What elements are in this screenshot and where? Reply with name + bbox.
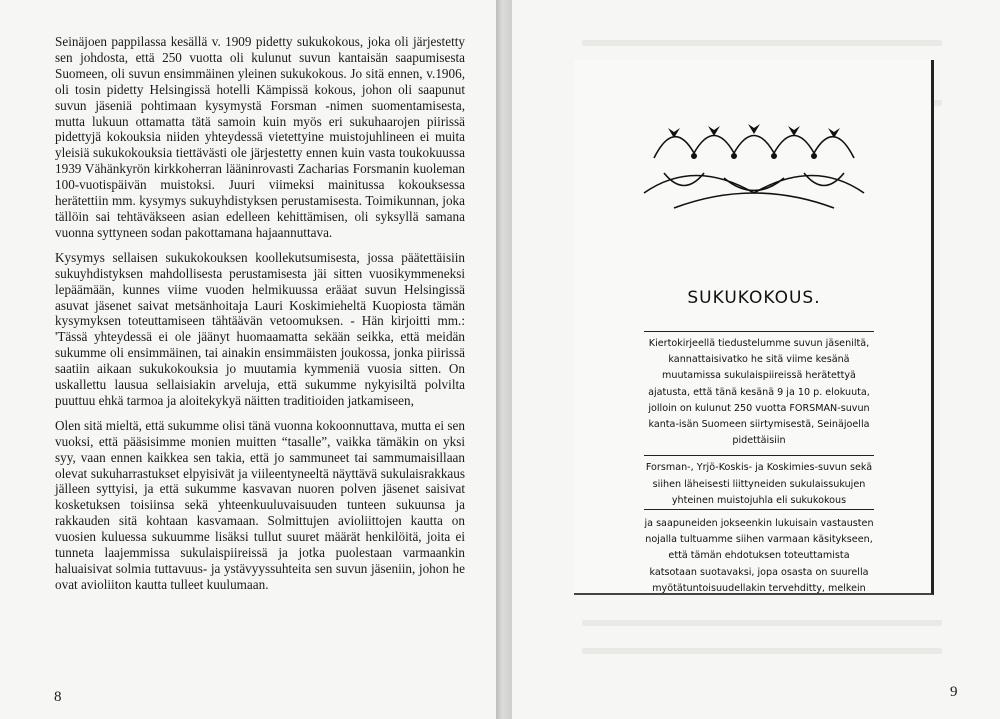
clipping-paragraph-1: Kiertokirjeellä tiedustelumme suvun jäseniltä, kannattaisivatko he sitä viime kesänä muutamissa sukulaispiireissä herätettyä ajatusta, että tänä kesänä 9 ja 10 p. elokuuta, jolloin on kulunut 250 vuotta FORSMAN-suvun kanta-isän Suomeen siirtymisestä, Seinäjoella pidettäisiin: [648, 338, 870, 447]
divider: [644, 455, 874, 456]
book-gutter: [496, 0, 512, 719]
paragraph-3: Olen sitä mieltä, että sukumme olisi tänä vuonna kokoonnuttava, mutta ei sen vuoksi, että pääsisimme monien muitten “tasalle”, vaikka tämäkin on yksi syy, vaan ennen kaikkea sen takia, että jo sammuneet tai sammumaisillaan olevat sukuharrastukset elpyisivät ja viileentyneeltä näyttävä sukulaisrakkaus jälleen syttyisi, ja että sukumme kasvavan nuoren polven jäsenet saisivat kosketuksen toisiinsa sekä yhteenkuuluvaisuuden tunteen sukuunsa ja rakkauden sitä kohtaan kasvamaan. Solmittujen avioliittojen kautta on vuosien kuluessa sukuumme lisäksi tullut suuret määrät henkilöitä, joita ei tunneta laajemmissa sukulaispiireissä ja jotka puolestaan varmaankin haluaisivat solmia tuttavuus- ja ystävyyssuhteita sen suvun jäseniin, johon he ovat avioliiton kautta tulleet kuulumaan.: [55, 417, 465, 592]
clipping-title: SUKUKOKOUS.: [687, 288, 821, 308]
divider: [644, 331, 874, 332]
clipping-body: [644, 328, 874, 603]
page-number-left: 8: [54, 689, 62, 705]
body-text: [55, 34, 465, 602]
paragraph-2: Kysymys sellaisen sukukokouksen koollekutsumisesta, jossa päätettäisiin sukuyhdistyksen mahdollisesta perustamisesta jäi sitten vuosikymmeneksi lepäämään, kunnes viime vuoden helmikuussa erääat suvun Helsingissä asuvat jäsenet saivat metsänhoitaja Lauri Koskimieheltä Kuopiosta tämän kysymyksen toteuttamiseen tähtäävän vetoomuksen. - Hän kirjoitti mm.: 'Tässä yhteydessä ei ole jäänyt huomaamatta sekään seikka, että meidän sukumme oli ensimmäinen, tai ainakin ensimmäisten joukossa, jonka piirissä saatiin aikaan sukukokouksia jo muutamia kymmeniä vuosia sitten. On uskallettu lausua sellaisiakin arveluja, että sukumme nykyisiltä polvilta puuttuu ehkä tarmoa ja aloitekykyä näitten traditioiden jatkamiseen,: [55, 249, 465, 408]
bleed-through: [582, 648, 942, 654]
bleed-through: [582, 40, 942, 46]
paragraph-1: Seinäjoen pappilassa kesällä v. 1909 pidetty sukukokous, joka oli järjestetty sen johdosta, että 250 vuotta oli kulunut suvun kantaisän saapumisesta Suomeen, oli suvun ensimmäinen yleinen sukukokous. Jo sitä ennen, v.1906, oli tosin pidetty Helsingissä hotelli Kämpissä kokous, johon oli saapunut suvun jäseniä pohtimaan kysymystä Forsman -nimen suomentamisesta, mutta lukuun ottamatta tätä samoin kuin myös eri sukuhaarojen piirissä pidettyjä kokouksia niiden yhteydessä vietettyine muistojuhlineen ei muita yleisiä sukukokouksia tiettävästi ole järjestetty ennen kuin vasta toukokuussa 1939 Vähänkyrön kirkkoherran lääninrovasti Zacharias Forsmanin kuoleman 100-vuotispäivän muistoksi. Juuri viimeksi mainitussa kokouksessa herätettiin mm. kysymys sukuyhdistyksen perustamisesta. Toimikunnan, joka tällöin sai tehtäväkseen asian edelleen kehittämisen, oli syksyllä samana vuonna syttyneen sodan pakottamana hajaannuttava.: [55, 34, 465, 240]
clipping-paragraph-3: ja saapuneiden jokseenkin lukuisain vastausten nojalla tultuamme siihen varmaan käsitykseen, että tämän ehdotuksen toteuttamista katsotaan suotavaksi, jopa osasta on suurella myötätuntoisuudellakin tervehditty, melkein: [644, 518, 874, 594]
bleed-through: [582, 620, 942, 626]
clipping-paragraph-2: Forsman-, Yrjö-Koskis- ja Koskimies-suvun sekä siihen läheisesti liittyneiden sukulaissukujen yhteinen muistojuhla eli sukukokous: [644, 460, 874, 510]
left-page: [0, 0, 496, 719]
newspaper-clipping: [574, 60, 934, 595]
flower-vignette-icon: [634, 98, 874, 218]
page-number-right: 9: [950, 684, 958, 700]
